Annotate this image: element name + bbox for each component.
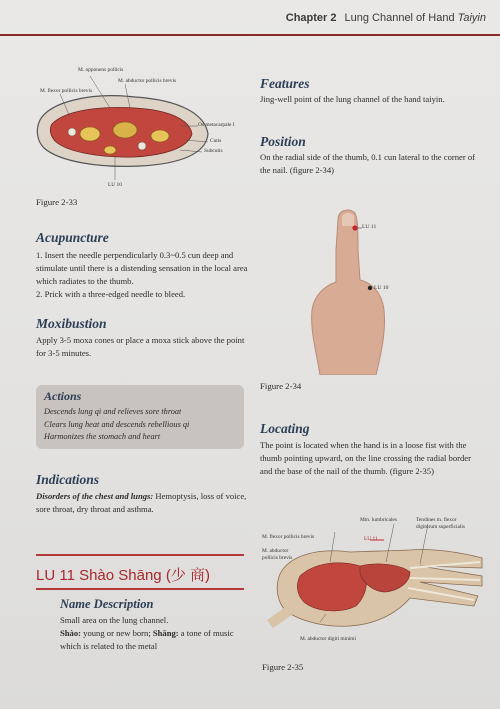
chapter-title [286, 12, 486, 24]
figure-2-33 [30, 62, 245, 197]
label-cutis: Cutis [210, 138, 222, 144]
label-lu10: LU 10 [108, 182, 122, 188]
features-heading: Features [260, 76, 310, 91]
shao-label: Shào: [60, 628, 82, 638]
lu11-top-rule [36, 554, 244, 556]
acupuncture-step-2: 2. Prick with a three-edged needle to bleed. [36, 289, 186, 299]
indications-heading: Indications [36, 472, 100, 487]
label-lumbricales: Mm. lumbricales [360, 517, 397, 523]
chapter-name: Lung Channel of Hand [344, 12, 458, 24]
figure-2-35 [260, 514, 490, 654]
figure-2-33-caption: Figure 2-33 [36, 197, 78, 207]
label-lu11-thumb: LU 11 [362, 224, 377, 230]
label-abductor-pollicis: pollicis brevis [262, 555, 293, 561]
label-abductor: M. abductor pollicis brevis [118, 78, 177, 84]
moxibustion-heading: Moxibustion [36, 316, 107, 331]
acupuncture-step-1: 1. Insert the needle perpendicularly 0.3~0.5 cun deep and stimulate until there is a distending sensation in the local area which radiates to the thumb. [36, 250, 248, 286]
label-digitorum: digitorum superficialis [416, 524, 465, 530]
figure-2-34 [290, 200, 410, 375]
indications-body: Hemoptysis, loss of voice, sore throat, dry throat and asthma. [36, 491, 247, 514]
label-flexor-pollicis: M. flexor pollicis brevis [262, 534, 315, 540]
lu11-bottom-rule [36, 588, 244, 590]
name-description-line: Small area on the lung channel. [60, 615, 169, 625]
shang-text: a tone of music which is related to the metal [60, 628, 234, 651]
label-tendines: Tendines m. flexor [416, 517, 457, 523]
shao-text: young or new born; [81, 628, 153, 638]
actions-list [44, 406, 189, 444]
position-text: On the radial side of the thumb, 0.1 cun lateral to the corner of the nail. (figure 2-34) [260, 152, 476, 175]
label-lu11-hand: LU 11 [364, 536, 378, 542]
shang-label: Shāng: [152, 628, 179, 638]
label-flexor: M. flexor pollicis brevis [40, 88, 93, 94]
chapter-number: Chapter 2 [285, 12, 337, 24]
lu11-title: LU 11 Shào Shāng (少 商) [36, 567, 210, 584]
acupuncture-text [36, 249, 248, 301]
thumb-photo [290, 200, 410, 375]
action-item: Descends lung qi and relieves sore throat [44, 407, 182, 416]
moxibustion-text: Apply 3-5 moxa cones or place a moxa stick above the point for 3-5 minutes. [36, 335, 245, 358]
chapter-name-italic: Taiyin [457, 12, 486, 24]
locating-text: The point is located when the hand is in a loose fist with the thumb pointing upward, on the line crossing the radial border and the base of the nail of the thumb. (figure 2-35) [260, 440, 471, 476]
label-opponens: M. opponens pollicis [78, 67, 124, 73]
locating-heading: Locating [260, 421, 310, 436]
figure-2-34-caption: Figure 2-34 [260, 381, 302, 391]
name-description-text [60, 614, 250, 653]
action-item: Harmonizes the stomach and heart [44, 432, 161, 441]
label-subcutis: Subcutis [204, 148, 223, 154]
figure-2-35-caption: Figure 2-35 [262, 662, 304, 672]
features-text: Jing-well point of the lung channel of the hand taiyin. [260, 94, 445, 104]
acupuncture-heading: Acupuncture [36, 230, 109, 245]
indications-text [36, 490, 248, 516]
name-description-heading: Name Description [60, 597, 154, 611]
actions-heading: Actions [44, 389, 82, 403]
action-item: Clears lung heat and descends rebellious qi [44, 419, 190, 429]
label-abductor-digiti-minimi: M. abductor digiti minimi [300, 636, 356, 642]
label-abductor: M. abductor [262, 548, 289, 554]
actions-box [36, 385, 244, 449]
indications-bold: Disorders of the chest and lungs: [36, 491, 154, 501]
label-os-metacarpale: Os metacarpale I [198, 122, 235, 128]
position-heading: Position [260, 134, 306, 149]
label-lu10-thumb: LU 10 [374, 285, 389, 291]
page-header [0, 0, 500, 36]
